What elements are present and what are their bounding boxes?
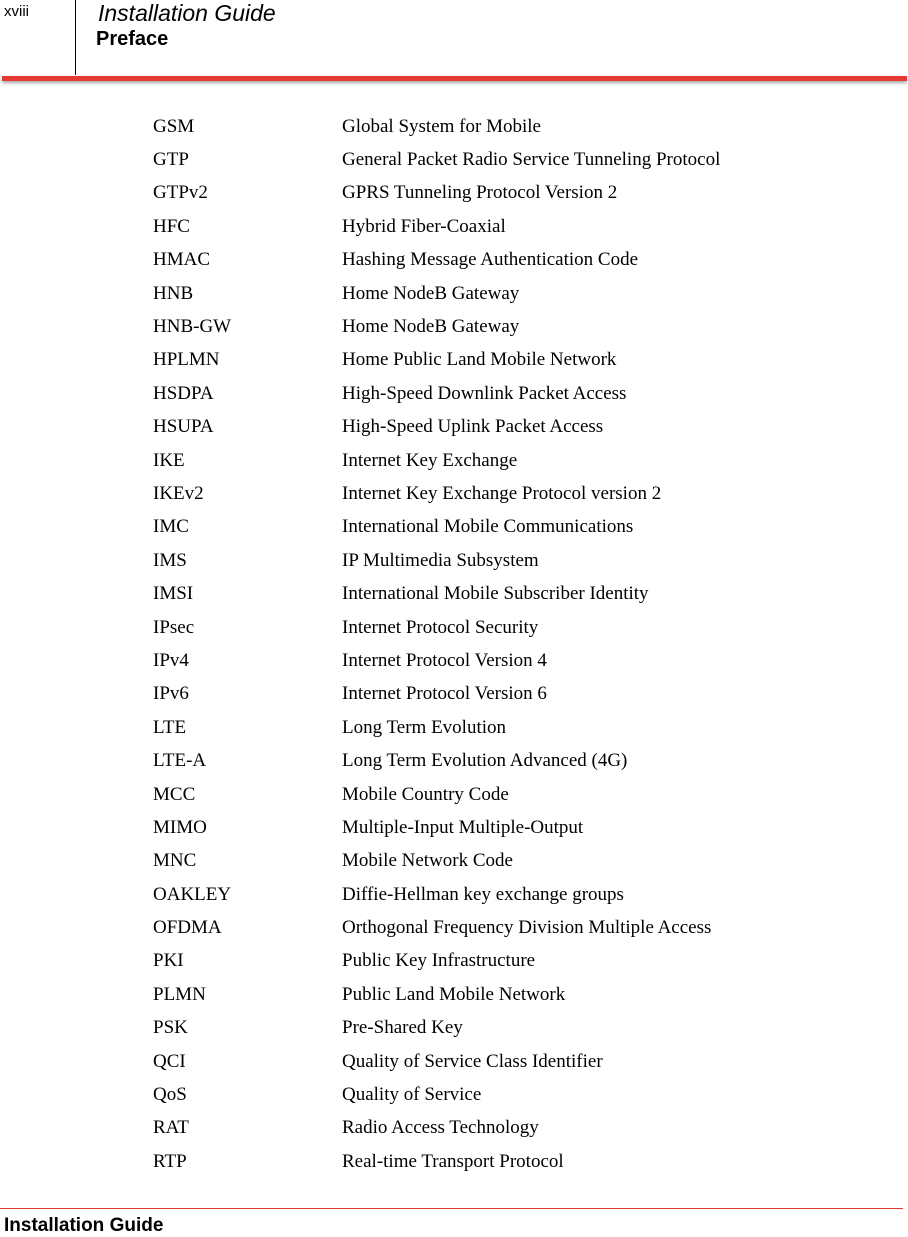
glossary-term: IMSI [153,583,194,605]
glossary-row [153,177,720,210]
glossary-row [153,310,720,343]
glossary-row [153,744,720,777]
glossary-term: IKEv2 [153,482,204,504]
glossary-term: MNC [153,850,197,872]
glossary-term: QoS [153,1084,187,1106]
glossary-row [153,277,720,310]
glossary-row [153,210,720,243]
glossary-row [153,778,720,811]
glossary-term: PKI [153,950,184,972]
glossary-term: HSUPA [153,416,214,438]
glossary-definition: IP Multimedia Subsystem [342,549,539,571]
glossary-term: HNB-GW [153,316,232,338]
glossary-row [153,1012,720,1045]
glossary-term: GTPv2 [153,182,208,204]
glossary-definition: Long Term Evolution [342,716,507,738]
glossary-row [153,1078,720,1111]
glossary-row [153,110,720,143]
glossary-term: RAT [153,1117,189,1139]
glossary-definition: Real-time Transport Protocol [342,1150,564,1172]
glossary-row [153,878,720,911]
glossary-row [153,143,720,176]
glossary-definition: International Mobile Subscriber Identity [342,583,649,605]
glossary-definition: Public Land Mobile Network [342,983,566,1005]
glossary-definition: Internet Protocol Version 4 [342,649,547,671]
glossary-term: GSM [153,115,195,137]
footer-rule [0,1208,903,1209]
glossary-term: PSK [153,1017,188,1039]
glossary-definition: Radio Access Technology [342,1117,539,1139]
glossary-definition: Internet Protocol Security [342,616,539,638]
glossary-definition: Orthogonal Frequency Division Multiple Access [342,917,712,939]
glossary-row [153,444,720,477]
glossary-term: IPv4 [153,649,189,671]
glossary-row [153,577,720,610]
glossary-definition: Hashing Message Authentication Code [342,249,639,271]
glossary-definition: Mobile Country Code [342,783,509,805]
glossary-definition: Mobile Network Code [342,850,513,872]
glossary-row [153,1112,720,1145]
header-divider [75,0,76,75]
glossary-definition: Quality of Service Class Identifier [342,1050,603,1072]
page-number: xviii [4,3,29,20]
glossary-definition: Home NodeB Gateway [342,316,520,338]
glossary-term: HSDPA [153,382,214,404]
glossary-term: GTP [153,149,189,171]
glossary-term: IMC [153,516,189,538]
footer-title: Installation Guide [4,1215,164,1236]
glossary-row [153,911,720,944]
document-title: Installation Guide [98,0,276,26]
glossary-row [153,644,720,677]
glossary-term: IPv6 [153,683,189,705]
glossary-definition: Global System for Mobile [342,115,541,137]
glossary-row [153,1145,720,1178]
glossary-term: IPsec [153,616,195,638]
glossary-row [153,511,720,544]
glossary-term: MCC [153,783,196,805]
glossary-row [153,845,720,878]
glossary-row [153,811,720,844]
glossary-term: HMAC [153,249,211,271]
glossary-definition: Multiple-Input Multiple-Output [342,816,584,838]
glossary-term: IMS [153,549,187,571]
glossary-term: MIMO [153,816,207,838]
glossary-definition: Diffie-Hellman key exchange groups [342,883,624,905]
glossary-definition: Pre-Shared Key [342,1017,463,1039]
glossary-definition: High-Speed Downlink Packet Access [342,382,627,404]
glossary-row [153,411,720,444]
glossary-term: HFC [153,215,190,237]
glossary-definition: Internet Key Exchange [342,449,518,471]
glossary-row [153,544,720,577]
glossary-row [153,611,720,644]
glossary-row [153,978,720,1011]
glossary-term: OFDMA [153,917,222,939]
glossary-term: PLMN [153,983,206,1005]
glossary-row [153,244,720,277]
glossary-definition: Quality of Service [342,1084,482,1106]
glossary-term: RTP [153,1150,187,1172]
glossary-row [153,711,720,744]
glossary-row [153,678,720,711]
glossary-term: IKE [153,449,185,471]
glossary-definition: Internet Protocol Version 6 [342,683,547,705]
glossary-definition: International Mobile Communications [342,516,634,538]
glossary-term: HNB [153,282,194,304]
glossary-definition: Internet Key Exchange Protocol version 2 [342,482,662,504]
glossary-definition: General Packet Radio Service Tunneling Protocol [342,149,721,171]
glossary-list [153,110,720,1179]
glossary-row [153,344,720,377]
glossary-definition: Hybrid Fiber-Coaxial [342,215,506,237]
glossary-term: LTE-A [153,750,207,772]
glossary-definition: High-Speed Uplink Packet Access [342,416,604,438]
glossary-row [153,1045,720,1078]
header-rule [2,76,907,81]
glossary-term: OAKLEY [153,883,232,905]
glossary-term: LTE [153,716,187,738]
glossary-row [153,945,720,978]
glossary-definition: Home NodeB Gateway [342,282,520,304]
glossary-term: HPLMN [153,349,220,371]
section-title: Preface [96,28,169,50]
glossary-row [153,477,720,510]
glossary-term: QCI [153,1050,186,1072]
glossary-definition: Home Public Land Mobile Network [342,349,617,371]
glossary-definition: GPRS Tunneling Protocol Version 2 [342,182,618,204]
glossary-row [153,377,720,410]
glossary-definition: Public Key Infrastructure [342,950,536,972]
glossary-definition: Long Term Evolution Advanced (4G) [342,750,628,772]
